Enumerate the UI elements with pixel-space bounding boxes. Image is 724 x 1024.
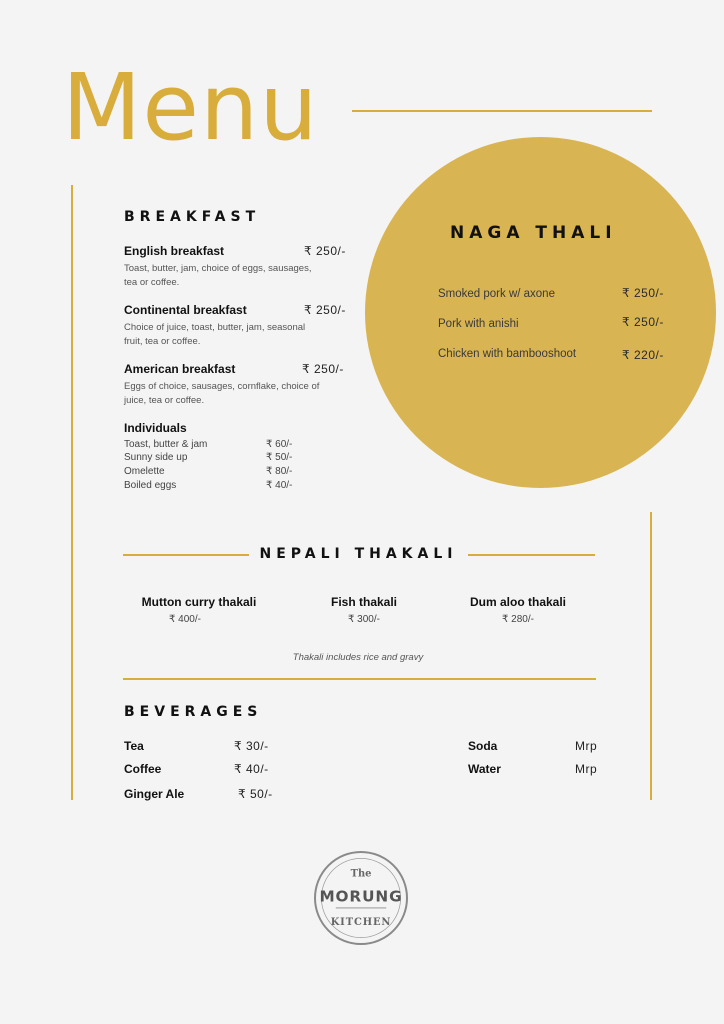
logo-line-2: MORUNG [319,887,403,906]
individual-item-price: ₹ 40/- [266,480,293,491]
thakali-item-price: ₹ 280/- [502,614,534,625]
breakfast-item-price: ₹ 250/- [304,303,346,317]
beverage-name: Water [468,762,501,776]
breakfast-item-price: ₹ 250/- [302,362,344,376]
beverage-price: Mrp [575,739,598,753]
breakfast-item-name: Continental breakfast [124,303,247,317]
naga-thali-item-name: Pork with anishi [438,318,519,330]
naga-thali-item-price: ₹ 250/- [622,286,664,300]
individual-item-name: Boiled eggs [124,480,177,491]
logo-line-1: The [350,868,372,880]
thakali-item-price: ₹ 400/- [169,614,201,625]
beverages-top-divider [123,678,596,680]
beverage-price: ₹ 50/- [238,787,273,801]
logo-graphic [316,853,406,943]
naga-thali-item-price: ₹ 220/- [622,348,664,362]
individual-item-name: Sunny side up [124,452,188,463]
individual-item-price: ₹ 50/- [266,452,293,463]
beverage-name: Soda [468,739,498,753]
menu-title: Menu [62,54,319,161]
breakfast-item-name: English breakfast [124,244,225,258]
breakfast-item-description: Choice of juice, toast, butter, jam, seasonal fruit, tea or coffee. [124,322,306,347]
breakfast-item-price: ₹ 250/- [304,244,346,258]
beverage-name: Coffee [124,762,162,776]
individual-item-name: Omelette [124,466,165,477]
breakfast-heading: BREAKFAST [124,209,261,225]
beverage-price: ₹ 30/- [234,739,269,753]
beverages-heading: BEVERAGES [124,704,263,720]
individual-item-name: Toast, butter & jam [124,439,208,450]
morung-kitchen-logo [314,851,408,945]
naga-thali-item-price: ₹ 250/- [622,315,664,329]
breakfast-item-description: Eggs of choice, sausages, cornflake, choice of juice, tea or coffee. [124,381,320,406]
thakali-item-name: Mutton curry thakali [141,595,257,609]
breakfast-item-description: Toast, butter, jam, choice of eggs, sausages, tea or coffee. [124,263,312,288]
individual-item-price: ₹ 60/- [266,439,293,450]
nepali-thakali-heading: NEPALI THAKALI [259,546,458,562]
beverage-price: ₹ 40/- [234,762,269,776]
thakali-note: Thakali includes rice and gravy [292,652,424,663]
naga-thali-heading: NAGA THALI [450,223,617,243]
thakali-left-divider [123,554,249,556]
thakali-right-divider [468,554,595,556]
left-vertical-divider [71,185,73,800]
beverage-name: Ginger Ale [124,787,185,801]
beverage-name: Tea [124,739,144,753]
logo-line-3: KITCHEN [330,917,392,928]
beverage-price: Mrp [575,762,598,776]
right-vertical-divider [650,512,652,800]
individuals-heading: Individuals [124,421,187,435]
individual-item-price: ₹ 80/- [266,466,293,477]
naga-thali-item-name: Chicken with bambooshoot [438,348,577,360]
thakali-item-name: Fish thakali [330,595,398,609]
thakali-item-name: Dum aloo thakali [469,595,567,609]
thakali-item-price: ₹ 300/- [348,614,380,625]
naga-thali-circle [365,137,716,488]
title-underline-divider [352,110,652,112]
breakfast-item-name: American breakfast [124,362,236,376]
naga-thali-item-name: Smoked pork w/ axone [438,288,555,300]
